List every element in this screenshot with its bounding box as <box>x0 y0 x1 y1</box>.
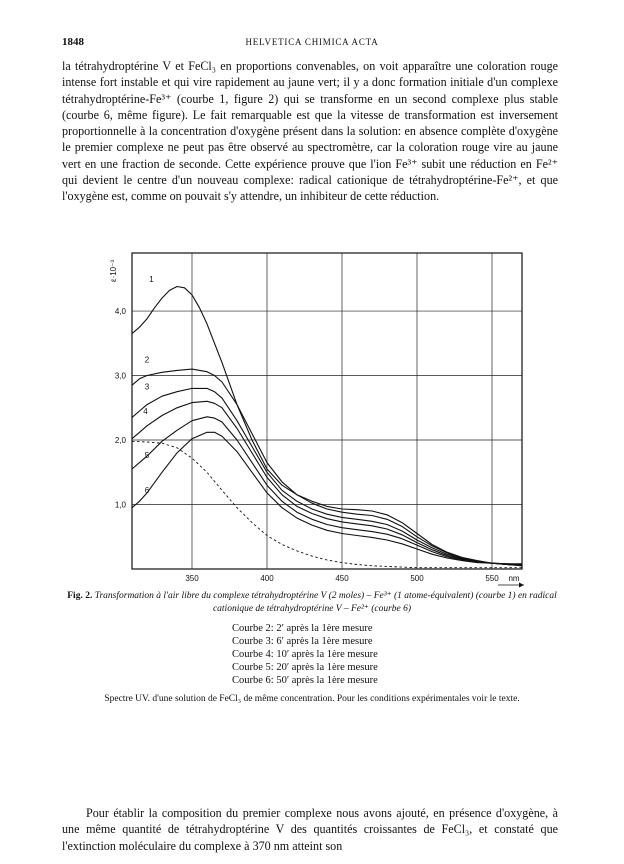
x-tick-label: 500 <box>410 574 424 583</box>
curve-note: Courbe 4: 10′ après la 1ère mesure <box>232 649 378 660</box>
curve-note: Courbe 6: 50′ après la 1ère mesure <box>232 675 378 686</box>
plot-frame <box>132 253 522 569</box>
figure-caption <box>62 590 562 706</box>
figure-title-text: Transformation à l'air libre du complexe tétrahydroptérine V (2 moles) – Fe³⁺ (1 atome-équivalent) (courbe 1) en radical cationique de tétrahydroptérine V – Fe²⁺ (courbe 6) <box>94 591 557 614</box>
x-axis-label: nm <box>508 574 520 583</box>
curve-note: Courbe 3: 6′ après la 1ère mesure <box>232 636 373 647</box>
curve-4 <box>132 401 522 565</box>
figure-title <box>62 590 562 616</box>
x-axis-arrowhead <box>519 583 524 588</box>
page-number: 1848 <box>62 36 84 48</box>
figure-chart <box>90 245 530 593</box>
curve-number-label: 3 <box>144 382 150 392</box>
x-tick-label: 400 <box>260 574 274 583</box>
x-tick-label: 450 <box>335 574 349 583</box>
y-tick-label: 4,0 <box>114 307 126 317</box>
y-axis-label: ε·10⁻³ <box>109 259 118 283</box>
curve-number-label: 4 <box>143 407 148 417</box>
figure-label: Fig. 2. <box>67 591 93 601</box>
paragraph-2: Pour établir la composition du premier complexe nous avons ajouté, en présence d'oxygène, à une même quantité de tétrahydroptérine V des quantités croissantes de FeCl₃, et constaté que l'extinction moléculaire du complexe à 370 nm atteint son <box>62 806 558 853</box>
curve-notes <box>232 622 562 687</box>
curve-number-label: 6 <box>144 485 150 495</box>
curve-2 <box>132 369 522 565</box>
paragraph-1: la tétrahydroptérine V et FeCl₃ en proportions convenables, on voit apparaître une coloration rouge intense fort instable et qui vire rapidement au jaune vert; il y a donc formation initiale d'un complexe tétrahydroptérine-Fe³⁺ (courbe 1, figure 2) qui se transforme en un second complexe plus stable (courbe 6, même figure). Le fait remarquable est que la vitesse de transformation est inversement proportionnelle à la concentration d'oxygène présent dans la solution: en absence complète d'oxygène le premier complexe ne peut pas être observé au spectromètre, car la coloration rouge vire au jaune vert en une fraction de seconde. Cette expérience prouve que l'ion Fe³⁺ subit une réduction en Fe²⁺ qui devient le centre d'un nouveau complexe: radical cationique de tétrahydroptérine-Fe²⁺, et que l'oxygène est, comme on pouvait s'y attendre, un inhibiteur de cette réduction. <box>62 59 558 204</box>
curve-number-label: 1 <box>149 275 154 285</box>
curve-6 <box>132 432 522 564</box>
curve-1 <box>132 287 522 566</box>
curve-number-label: 2 <box>144 355 150 365</box>
curve-number-label: 5 <box>144 451 150 461</box>
curve-5 <box>132 417 522 565</box>
x-tick-label: 550 <box>485 574 499 583</box>
spectre-note: Spectre UV. d'une solution de FeCl₃ de même concentration. Pour les conditions expérimentales voir le texte. <box>104 694 520 704</box>
y-tick-label: 2,0 <box>114 436 126 446</box>
x-tick-label: 350 <box>185 574 199 583</box>
y-tick-label: 3,0 <box>114 371 126 381</box>
curve-3 <box>132 388 522 565</box>
curve-note: Courbe 2: 2′ après la 1ère mesure <box>232 623 373 634</box>
journal-header: HELVETICA CHIMICA ACTA <box>245 37 379 47</box>
y-tick-label: 1,0 <box>114 500 126 510</box>
curve-note: Courbe 5: 20′ après la 1ère mesure <box>232 662 378 673</box>
